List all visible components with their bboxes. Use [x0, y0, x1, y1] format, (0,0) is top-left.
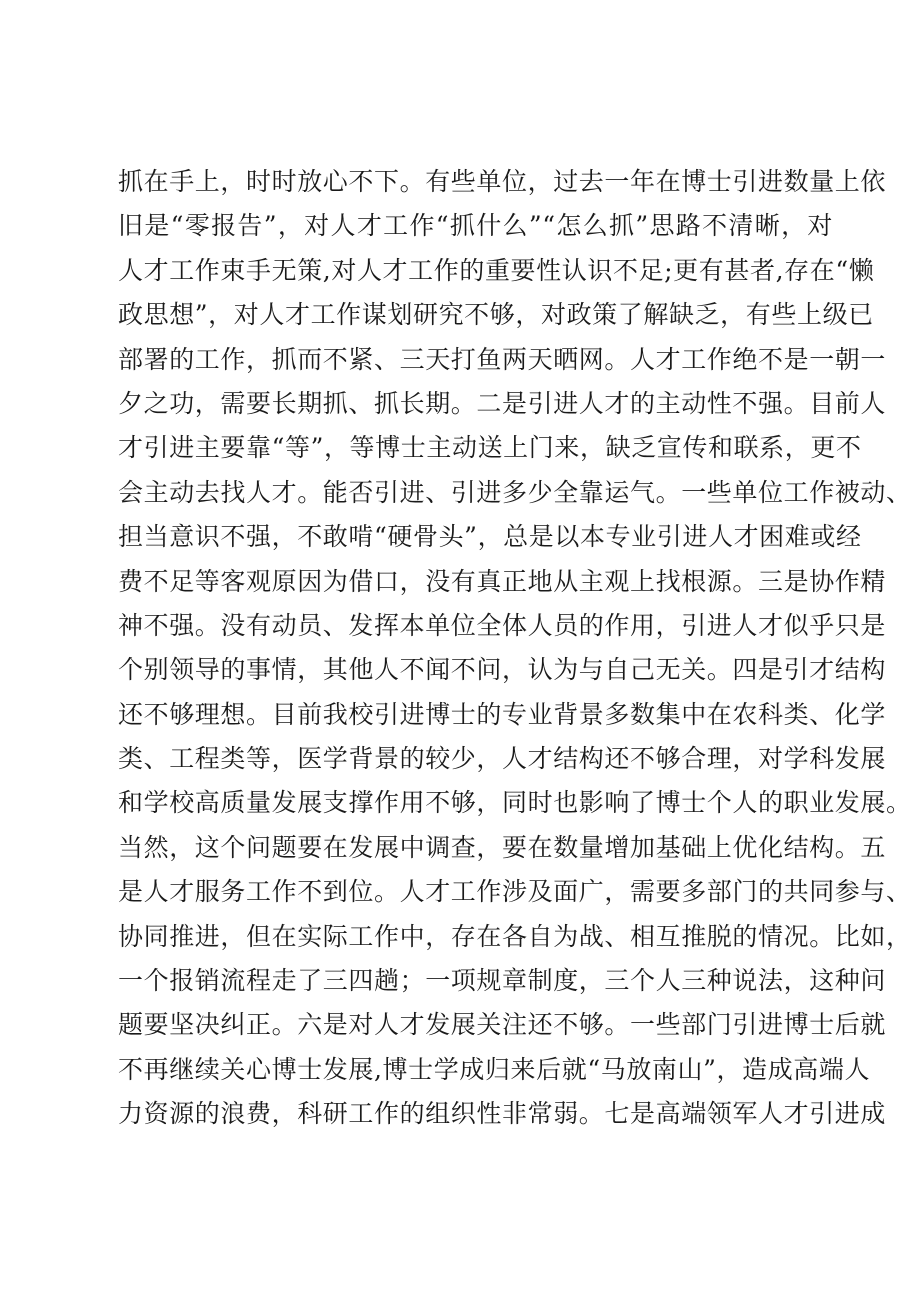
- text-line-1: 抓在手上，时时放心不下。有些单位，过去一年在博士引进数量上依: [118, 167, 887, 196]
- text-line-21: 不再继续关心博士发展,博士学成归来后就“马放南山”，造成高端人: [118, 1054, 871, 1084]
- text-line-12: 个别领导的事情，其他人不闻不问，认为与自己无关。四是引才结构: [118, 655, 887, 685]
- text-line-11: 神不强。没有动员、发挥本单位全体人员的作用，引进人才似乎只是: [118, 610, 887, 640]
- text-line-19: 一个报销流程走了三四趟；一项规章制度，三个人三种说法，这种问: [118, 966, 887, 996]
- text-line-16: 当然，这个问题要在发展中调查，要在数量增加基础上优化结构。五: [118, 832, 887, 862]
- text-line-22: 力资源的浪费，科研工作的组织性非常弱。七是高端领军人才引进成: [118, 1099, 887, 1129]
- text-line-5: 部署的工作，抓而不紧、三天打鱼两天晒网。人才工作绝不是一朝一: [118, 344, 887, 374]
- text-line-10: 费不足等客观原因为借口，没有真正地从主观上找根源。三是协作精: [118, 566, 887, 596]
- text-line-2: 旧是“零报告”，对人才工作“抓什么”“怎么抓”思路不清晰，对: [118, 211, 833, 241]
- text-line-6: 夕之功，需要长期抓、抓长期。二是引进人才的主动性不强。目前人: [118, 388, 887, 418]
- body-paragraph: [118, 160, 912, 1137]
- text-line-8: 会主动去找人才。能否引进、引进多少全靠运气。一些单位工作被动、: [118, 477, 912, 507]
- text-line-3: 人才工作束手无策,对人才工作的重要性认识不足;更有甚者,存在“懒: [118, 255, 875, 285]
- text-line-14: 类、工程类等，医学背景的较少，人才结构还不够合理，对学科发展: [118, 744, 887, 774]
- text-line-15: 和学校高质量发展支撑作用不够，同时也影响了博士个人的职业发展。: [118, 788, 912, 818]
- text-line-13: 还不够理想。目前我校引进博士的专业背景多数集中在农科类、化学: [118, 699, 887, 729]
- text-line-17: 是人才服务工作不到位。人才工作涉及面广，需要多部门的共同参与、: [118, 877, 912, 907]
- text-line-20: 题要坚决纠正。六是对人才发展关注还不够。一些部门引进博士后就: [118, 1010, 887, 1040]
- text-line-7: 才引进主要靠“等”，等博士主动送上门来，缺乏宣传和联系，更不: [118, 433, 862, 463]
- text-line-18: 协同推进，但在实际工作中，存在各自为战、相互推脱的情况。比如，: [118, 921, 912, 951]
- text-line-9: 担当意识不强，不敢啃“硬骨头”，总是以本专业引进人才困难或经: [118, 522, 862, 552]
- text-line-4: 政思想”，对人才工作谋划研究不够，对政策了解缺乏，有些上级已: [118, 300, 874, 330]
